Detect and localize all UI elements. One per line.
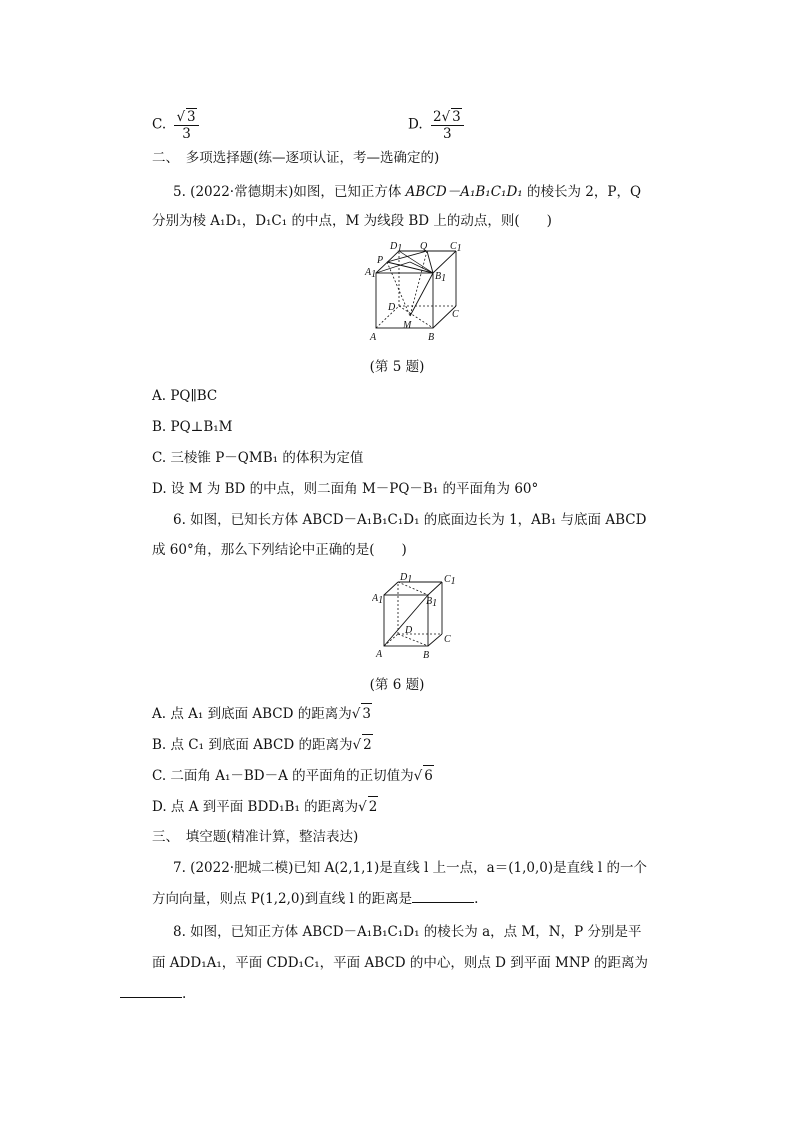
q6-option-a: A. 点 A₁ 到底面 ABCD 的距离为√ 3 [152,703,372,724]
q4-option-c-fraction: $\frac{√ 3}{3}$ [174,108,198,142]
q6-option-b: B. 点 C₁ 到底面 ABCD 的距离为√ 2 [152,734,373,755]
label-m: M [403,320,412,331]
q6-line-2: 成 60°角，那么下列结论中正确的是( ) [152,542,407,558]
q7-line-1: 7. (2022·肥城二模)已知 A(2,1,1)是直线 l 上一点，a＝(1,0,0)是直线 l 的一个 [173,860,648,876]
q5-line-2: 分别为棱 A₁D₁，D₁C₁ 的中点，M 为线段 BD 上的动点，则( ) [152,213,552,229]
q5-option-d: D. 设 M 为 BD 的中点，则二面角 M－PQ－B₁ 的平面角为 60° [152,481,539,497]
label-d: D [405,625,413,636]
q6-caption: (第 6 题) [369,677,425,693]
label-p: P [377,255,384,266]
section-3-title: 三、 填空题(精准计算，整洁表达) [152,829,359,845]
label-c: C [444,634,451,645]
label-d1: D1 [400,572,413,585]
q6-option-d: D. 点 A 到平面 BDD₁B₁ 的距离为√ 2 [152,796,378,817]
q8-line-2: 面 ADD₁A₁，平面 CDD₁C₁，平面 ABCD 的中心，则点 D 到平面 MNP 的距离为 [152,955,649,971]
q6-box-figure [372,570,462,662]
q5-option-b: B. PQ⊥B₁M [152,419,233,435]
label-d1: D1 [390,241,403,254]
q5-option-c: C. 三棱锥 P－QMB₁ 的体积为定值 [152,450,364,466]
q8-line-3: . [120,983,186,1004]
q5-caption: (第 5 题) [369,359,425,375]
q5-option-a: A. PQ∥BC [152,388,218,404]
label-d: D [388,302,396,313]
label-a: A [370,332,377,343]
q6-option-c: C. 二面角 A₁－BD－A 的平面角的正切值为√ 6 [152,765,434,786]
label-a1: A1 [372,593,384,606]
label-b: B [428,332,435,343]
q4-option-d: D. $\frac{2√ 3}{3}$ [408,108,464,142]
label-c1: C1 [444,574,456,587]
section-2-title: 二、 多项选择题(练—逐项认证，考—选确定的) [152,150,440,166]
q7-line-2: 方向向量，则点 P(1,2,0)到直线 l 的距离是 . [152,888,478,909]
q8-line-1: 8. 如图，已知正方体 ABCD－A₁B₁C₁D₁ 的棱长为 a，点 M，N，P 分别是平 [173,924,642,940]
q5-line-1: 5. (2022·常德期末)如图，已知正方体 ABCD－A₁B₁C₁D₁ 的棱长为 2，P，Q [173,184,642,200]
label-b1: B1 [435,271,447,284]
q7-answer-blank [412,888,474,903]
q5-cube-figure [360,240,470,345]
label-c: C [452,309,459,320]
label-b1: B1 [426,596,438,609]
label-q: Q [420,241,428,252]
label-c1: C1 [450,241,462,254]
q4-option-d-fraction: $\frac{2√ 3}{3}$ [431,108,464,142]
label-a: A [376,649,383,660]
q4-option-c: C. $\frac{√ 3}{3}$ [152,108,199,142]
label-b: B [423,650,430,661]
q8-answer-blank [120,983,182,998]
q6-line-1: 6. 如图，已知长方体 ABCD－A₁B₁C₁D₁ 的底面边长为 1，AB₁ 与底面 ABCD [173,512,647,528]
label-a1: A1 [365,267,377,280]
